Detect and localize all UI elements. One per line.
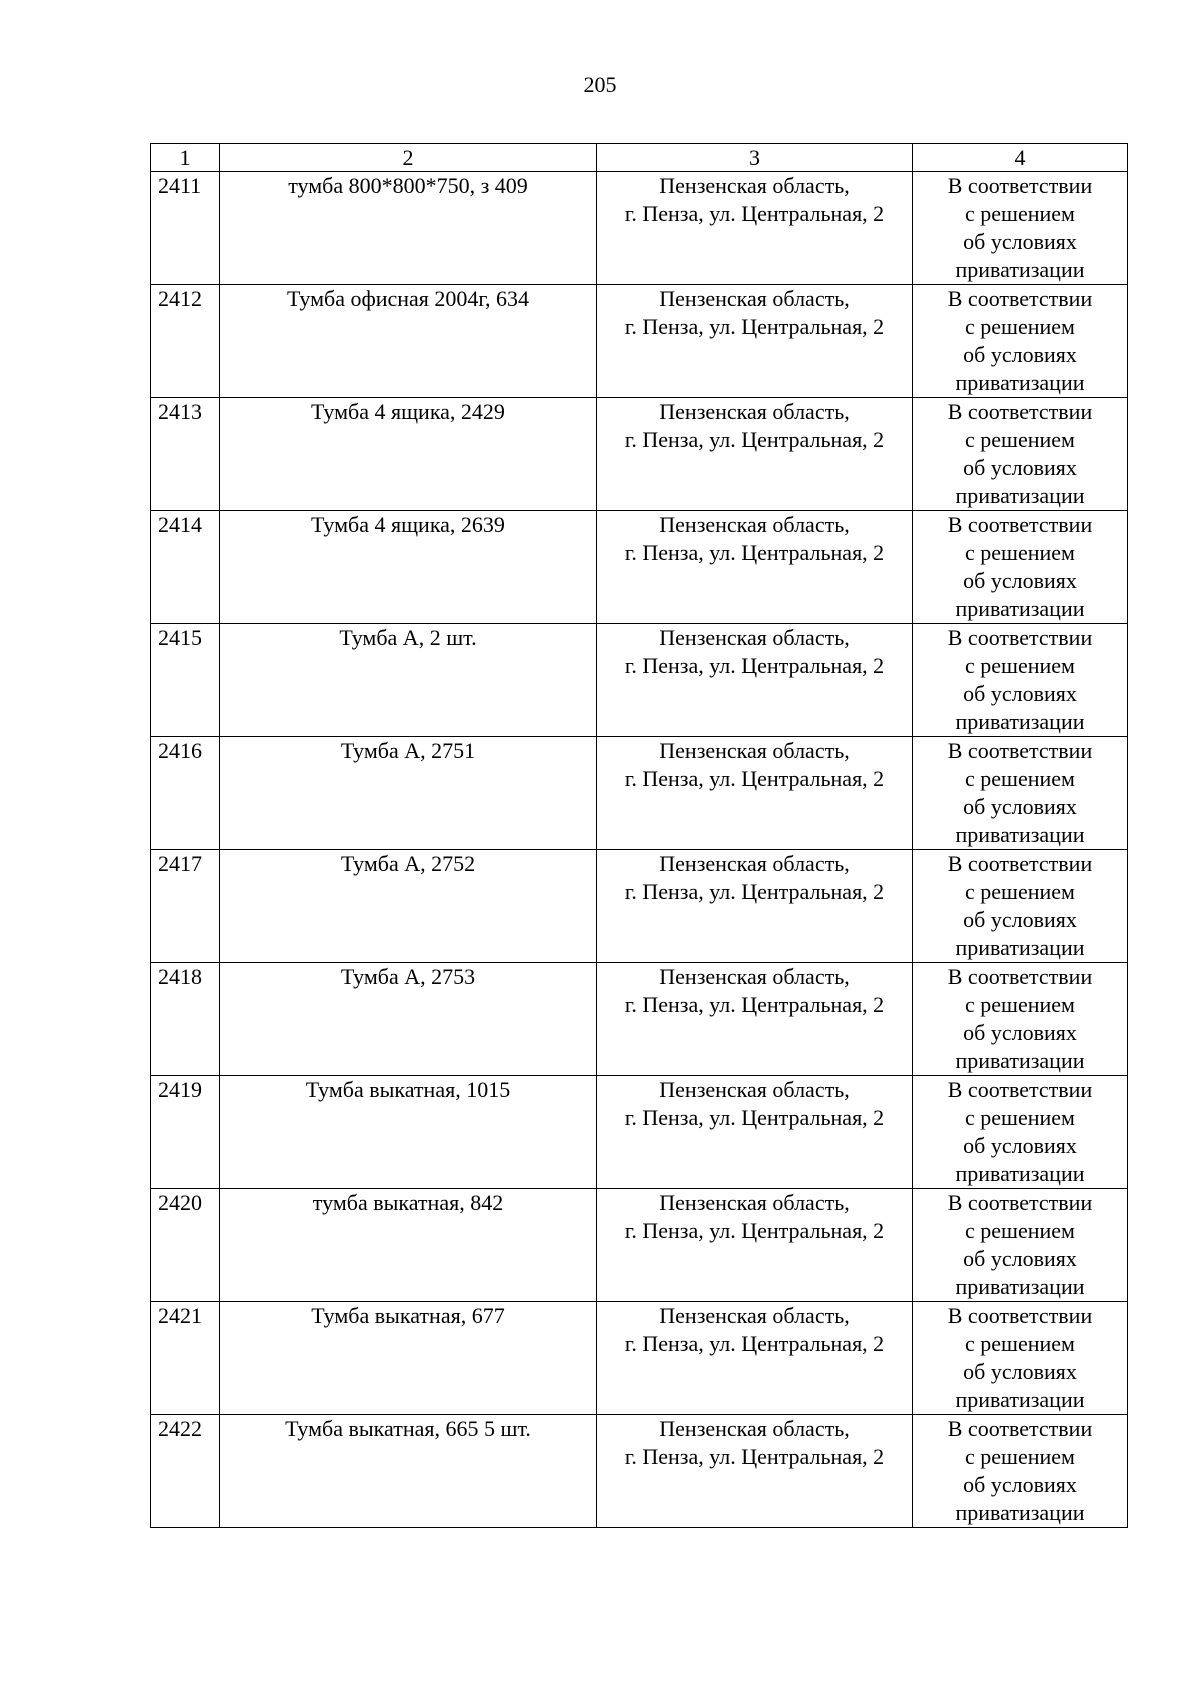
row-number: 2416	[151, 737, 220, 850]
column-header-2: 2	[220, 144, 597, 172]
condition-line: об условиях	[963, 455, 1077, 480]
table-row	[151, 1302, 1128, 1415]
condition-line: В соответствии	[947, 625, 1093, 650]
condition-line: об условиях	[963, 681, 1077, 706]
item-location	[597, 511, 913, 624]
item-name: Тумба 4 ящика, 2429	[220, 398, 597, 511]
location-line: г. Пенза, ул. Центральная, 2	[624, 1218, 885, 1243]
location-line: Пензенская область,	[659, 1416, 850, 1441]
item-location	[597, 172, 913, 285]
condition-line: с решением	[965, 427, 1075, 452]
condition-line: приватизации	[955, 1274, 1085, 1299]
item-condition	[913, 1415, 1128, 1528]
location-line: г. Пенза, ул. Центральная, 2	[624, 1105, 885, 1130]
condition-line: приватизации	[955, 483, 1085, 508]
table-body	[151, 172, 1128, 1528]
condition-line: приватизации	[955, 1387, 1085, 1412]
condition-line: с решением	[965, 766, 1075, 791]
item-name: Тумба выкатная, 677	[220, 1302, 597, 1415]
item-name: Тумба А, 2753	[220, 963, 597, 1076]
condition-line: с решением	[965, 1444, 1075, 1469]
row-number: 2414	[151, 511, 220, 624]
condition-line: приватизации	[955, 1048, 1085, 1073]
location-line: Пензенская область,	[659, 1303, 850, 1328]
item-name: тумба 800*800*750, з 409	[220, 172, 597, 285]
condition-line: В соответствии	[947, 286, 1093, 311]
location-line: г. Пенза, ул. Центральная, 2	[624, 540, 885, 565]
location-line: Пензенская область,	[659, 512, 850, 537]
location-line: г. Пенза, ул. Центральная, 2	[624, 427, 885, 452]
table-row	[151, 285, 1128, 398]
item-condition	[913, 1189, 1128, 1302]
location-line: Пензенская область,	[659, 173, 850, 198]
item-condition	[913, 172, 1128, 285]
condition-line: с решением	[965, 992, 1075, 1017]
condition-line: с решением	[965, 1105, 1075, 1130]
condition-line: В соответствии	[947, 173, 1093, 198]
condition-line: приватизации	[955, 370, 1085, 395]
condition-line: об условиях	[963, 342, 1077, 367]
row-number: 2420	[151, 1189, 220, 1302]
row-number: 2417	[151, 850, 220, 963]
condition-line: В соответствии	[947, 964, 1093, 989]
location-line: г. Пенза, ул. Центральная, 2	[624, 653, 885, 678]
condition-line: с решением	[965, 653, 1075, 678]
item-condition	[913, 963, 1128, 1076]
condition-line: об условиях	[963, 1133, 1077, 1158]
item-condition	[913, 624, 1128, 737]
location-line: Пензенская область,	[659, 286, 850, 311]
item-condition	[913, 285, 1128, 398]
table-row	[151, 1415, 1128, 1528]
condition-line: приватизации	[955, 1161, 1085, 1186]
condition-line: с решением	[965, 1218, 1075, 1243]
row-number: 2422	[151, 1415, 220, 1528]
condition-line: В соответствии	[947, 738, 1093, 763]
item-location	[597, 398, 913, 511]
table-header	[151, 144, 1128, 172]
location-line: г. Пенза, ул. Центральная, 2	[624, 201, 885, 226]
table-row	[151, 172, 1128, 285]
item-name: Тумба А, 2 шт.	[220, 624, 597, 737]
condition-line: В соответствии	[947, 1416, 1093, 1441]
item-name: Тумба офисная 2004г, 634	[220, 285, 597, 398]
condition-line: об условиях	[963, 794, 1077, 819]
table-row	[151, 1189, 1128, 1302]
item-name: Тумба А, 2752	[220, 850, 597, 963]
row-number: 2418	[151, 963, 220, 1076]
item-location	[597, 963, 913, 1076]
item-condition	[913, 511, 1128, 624]
condition-line: В соответствии	[947, 851, 1093, 876]
condition-line: с решением	[965, 1331, 1075, 1356]
column-header-3: 3	[597, 144, 913, 172]
condition-line: об условиях	[963, 229, 1077, 254]
condition-line: об условиях	[963, 1246, 1077, 1271]
row-number: 2415	[151, 624, 220, 737]
condition-line: об условиях	[963, 1020, 1077, 1045]
condition-line: приватизации	[955, 935, 1085, 960]
table-row	[151, 511, 1128, 624]
item-location	[597, 1189, 913, 1302]
table-row	[151, 963, 1128, 1076]
location-line: г. Пенза, ул. Центральная, 2	[624, 314, 885, 339]
item-location	[597, 285, 913, 398]
item-name: Тумба выкатная, 665 5 шт.	[220, 1415, 597, 1528]
condition-line: с решением	[965, 314, 1075, 339]
condition-line: с решением	[965, 540, 1075, 565]
condition-line: В соответствии	[947, 512, 1093, 537]
condition-line: В соответствии	[947, 1190, 1093, 1215]
condition-line: приватизации	[955, 1500, 1085, 1525]
condition-line: об условиях	[963, 907, 1077, 932]
column-header-1: 1	[151, 144, 220, 172]
table-row	[151, 624, 1128, 737]
item-name: тумба выкатная, 842	[220, 1189, 597, 1302]
item-location	[597, 1076, 913, 1189]
condition-line: приватизации	[955, 596, 1085, 621]
condition-line: В соответствии	[947, 399, 1093, 424]
location-line: г. Пенза, ул. Центральная, 2	[624, 992, 885, 1017]
location-line: Пензенская область,	[659, 1190, 850, 1215]
condition-line: с решением	[965, 201, 1075, 226]
condition-line: В соответствии	[947, 1303, 1093, 1328]
item-location	[597, 1302, 913, 1415]
location-line: г. Пенза, ул. Центральная, 2	[624, 879, 885, 904]
condition-line: В соответствии	[947, 1077, 1093, 1102]
item-condition	[913, 1302, 1128, 1415]
row-number: 2419	[151, 1076, 220, 1189]
condition-line: об условиях	[963, 568, 1077, 593]
location-line: Пензенская область,	[659, 399, 850, 424]
item-condition	[913, 850, 1128, 963]
location-line: г. Пенза, ул. Центральная, 2	[624, 1444, 885, 1469]
item-name: Тумба выкатная, 1015	[220, 1076, 597, 1189]
location-line: г. Пенза, ул. Центральная, 2	[624, 766, 885, 791]
item-location	[597, 850, 913, 963]
table-row	[151, 850, 1128, 963]
item-location	[597, 1415, 913, 1528]
location-line: г. Пенза, ул. Центральная, 2	[624, 1331, 885, 1356]
location-line: Пензенская область,	[659, 738, 850, 763]
column-header-4: 4	[913, 144, 1128, 172]
row-number: 2411	[151, 172, 220, 285]
item-location	[597, 624, 913, 737]
item-name: Тумба 4 ящика, 2639	[220, 511, 597, 624]
page-number: 205	[583, 72, 617, 97]
location-line: Пензенская область,	[659, 964, 850, 989]
location-line: Пензенская область,	[659, 625, 850, 650]
property-table	[150, 143, 1128, 1528]
location-line: Пензенская область,	[659, 851, 850, 876]
header-row	[151, 144, 1128, 172]
row-number: 2412	[151, 285, 220, 398]
item-location	[597, 737, 913, 850]
item-condition	[913, 1076, 1128, 1189]
item-name: Тумба А, 2751	[220, 737, 597, 850]
row-number: 2413	[151, 398, 220, 511]
table-row	[151, 1076, 1128, 1189]
condition-line: с решением	[965, 879, 1075, 904]
item-condition	[913, 737, 1128, 850]
condition-line: приватизации	[955, 822, 1085, 847]
item-condition	[913, 398, 1128, 511]
row-number: 2421	[151, 1302, 220, 1415]
condition-line: об условиях	[963, 1472, 1077, 1497]
condition-line: приватизации	[955, 709, 1085, 734]
condition-line: об условиях	[963, 1359, 1077, 1384]
table-row	[151, 737, 1128, 850]
location-line: Пензенская область,	[659, 1077, 850, 1102]
condition-line: приватизации	[955, 257, 1085, 282]
table-row	[151, 398, 1128, 511]
